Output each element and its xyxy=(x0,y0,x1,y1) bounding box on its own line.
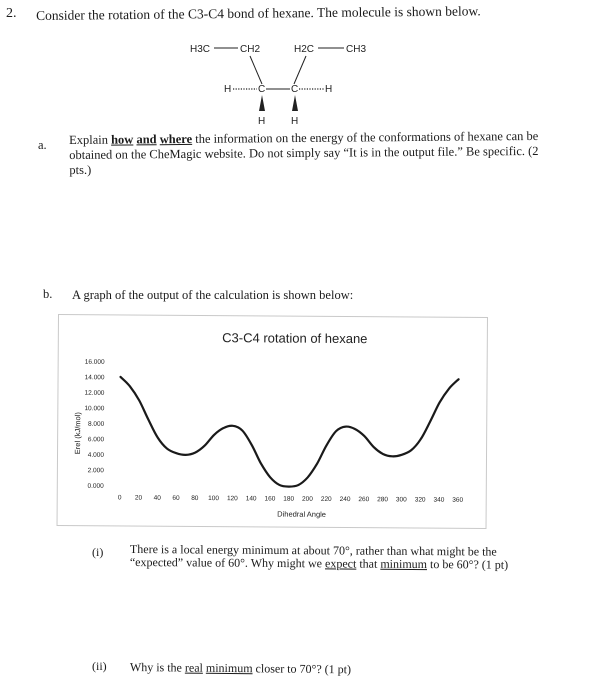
chart-y-label: Erel (kJ/mol) xyxy=(73,412,83,455)
x-tick-label: 40 xyxy=(153,494,161,502)
hexane-structure xyxy=(190,38,380,128)
emphasis-where: where xyxy=(159,131,193,147)
question-number: 2. xyxy=(6,6,17,21)
x-tick-label: 220 xyxy=(320,495,332,503)
x-tick-group xyxy=(118,494,464,503)
mol-c4: C xyxy=(291,84,299,95)
part-b-text: A graph of the output of the calculation is shown below: xyxy=(72,288,354,302)
x-tick-label: 300 xyxy=(395,496,407,504)
mol-c3: C xyxy=(258,84,266,95)
x-tick-label: 340 xyxy=(433,496,445,504)
part-b-label: b. xyxy=(43,287,53,301)
part-a-text xyxy=(69,129,539,178)
x-tick-label: 200 xyxy=(302,495,313,503)
bond-line xyxy=(250,56,262,84)
x-tick-label: 60 xyxy=(172,494,180,502)
text-span: the information on the energy of the conformations of hexane can be obtained on the CheMagic website. Do not simply say “It is in the output file.” Be specific. (2 pts.) xyxy=(69,128,539,177)
energy-chart xyxy=(57,314,488,529)
y-tick-label: 10.000 xyxy=(84,405,105,413)
mol-ch3: CH3 xyxy=(346,44,367,55)
bond-line xyxy=(294,56,306,84)
text-span: Why is the xyxy=(129,660,185,675)
wedge-bond xyxy=(259,95,265,111)
y-tick-label: 6.000 xyxy=(87,436,105,444)
chart-svg xyxy=(58,315,487,528)
wedge-bond xyxy=(292,95,298,111)
x-tick-label: 320 xyxy=(414,496,426,504)
text-span: closer to 70°? (1 pt) xyxy=(252,661,352,677)
mol-h-bottom-right: H xyxy=(291,116,299,127)
data-point-group xyxy=(120,377,459,488)
text-span: that xyxy=(356,556,381,571)
y-tick-label: 14.000 xyxy=(84,374,105,382)
y-tick-label: 2.000 xyxy=(87,467,104,475)
x-tick-label: 280 xyxy=(377,496,389,504)
text-span: to be 60°? (1 pt) xyxy=(426,557,509,572)
x-tick-label: 80 xyxy=(191,494,199,502)
mol-h-bottom-left: H xyxy=(258,116,266,127)
x-tick-label: 240 xyxy=(339,495,351,504)
sub-i-label: (i) xyxy=(92,545,104,559)
emphasis-and: and xyxy=(136,132,157,147)
x-tick-label: 20 xyxy=(134,494,143,502)
y-tick-group xyxy=(84,359,105,490)
y-tick-label: 12.000 xyxy=(84,389,105,397)
mol-h2c-right: H2C xyxy=(294,44,315,55)
x-tick-label: 360 xyxy=(452,496,464,504)
x-tick-label: 120 xyxy=(226,495,238,503)
emphasis-minimum: minimum xyxy=(205,660,253,676)
x-tick-label: 260 xyxy=(358,496,370,504)
emphasis-expect: expect xyxy=(325,556,357,571)
y-tick-label: 0.000 xyxy=(87,482,104,490)
text-span: There is a local energy minimum at about 70°, rather than what might be the “expected” value of 60°. Why might we xyxy=(129,542,497,571)
x-tick-label: 0 xyxy=(117,494,122,502)
mol-h3c: H3C xyxy=(190,44,211,55)
x-tick-label: 180 xyxy=(283,495,295,503)
x-tick-label: 100 xyxy=(208,495,220,503)
sub-i-text xyxy=(130,543,520,572)
energy-series-line xyxy=(120,377,459,488)
mol-h-left: H xyxy=(224,84,232,95)
emphasis-how: how xyxy=(111,132,134,147)
text-span: Explain xyxy=(69,132,112,147)
y-tick-label: 8.000 xyxy=(87,420,105,428)
mol-h-right: H xyxy=(325,84,333,95)
x-tick-label: 160 xyxy=(264,495,276,503)
chart-x-label: Dihedral Angle xyxy=(277,509,327,519)
mol-ch2-left: CH2 xyxy=(240,44,261,55)
emphasis-real: real xyxy=(184,660,203,675)
y-tick-label: 16.000 xyxy=(84,358,105,366)
question-prompt: Consider the rotation of the C3-C4 bond of hexane. The molecule is shown below. xyxy=(36,3,481,23)
sub-ii-text xyxy=(130,660,351,677)
chart-title: C3-C4 rotation of hexane xyxy=(222,330,368,347)
part-a-label: a. xyxy=(38,138,47,152)
y-tick-label: 4.000 xyxy=(87,451,105,459)
emphasis-minimum: minimum xyxy=(380,556,428,572)
sub-ii-label: (ii) xyxy=(92,659,107,673)
x-tick-label: 140 xyxy=(245,495,257,503)
